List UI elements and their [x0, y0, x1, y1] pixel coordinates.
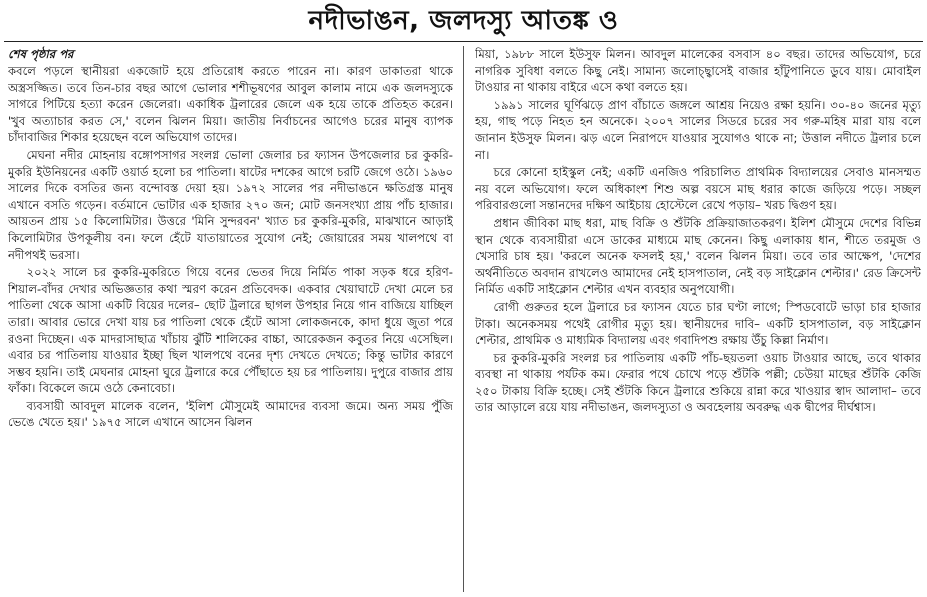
right-paragraph-1: মিয়া, ১৯৮৮ সালে ইউসুফ মিলন। আবদুল মালেকের বসবাস ৪০ বছর। তাদের অভিযোগ, চরে নাগরিক সুবিধা বলতে কিছু নেই। সামান্য জলোচ্ছ্বাসেই বাজার হাঁটুপানিতে ডুবে যায়। মোবাইল টাওয়ার না থাকায় বাইরে এসে কথা বলতে হয়। [475, 47, 921, 95]
article-headline: নদীভাঙন, জলদস্যু আতঙ্ক ও [308, 6, 619, 36]
right-column [475, 46, 921, 594]
headline-rule [4, 41, 923, 42]
right-paragraph-2: ১৯৯১ সালের ঘূর্ণিঝড়ে প্রাণ বাঁচাতে জঙ্গলে আশ্রয় নিয়েও রক্ষা হয়নি। ৩০-৪০ জনের মৃত্যু হয়, গাছ পড়ে নিহত হন অনেকে। ২০০৭ সালের সিডরে চরের সব গরু-মহিষ মারা যায় বলে জানান ইউসুফ মিলন। ঝড় এলে নিরাপদে যাওয়ার সুযোগও থাকে না; উত্তাল নদীতে ট্রলার চলে না। [475, 97, 921, 162]
left-column [8, 46, 453, 594]
column-divider [463, 46, 464, 592]
continued-from-label: শেষ পৃষ্ঠার পর [8, 47, 74, 61]
right-paragraph-5: রোগী গুরুতর হলে ট্রলারে চর ফ্যাসন যেতে চার ঘণ্টা লাগে; স্পিডবোটে ভাড়া চার হাজার টাকা। অনেকসময় পথেই রোগীর মৃত্যু হয়। স্থানীয়দের দাবি– একটি হাসপাতাল, বড় সাইক্লোন শেল্টার, প্রাথমিক ও মাধ্যমিক বিদ্যালয় এবং গবাদিপশু রক্ষায় উঁচু কিল্লা নির্মাণ। [475, 299, 921, 348]
right-paragraph-3: চরে কোনো হাইস্কুল নেই; একটি এনজিও পরিচালিত প্রাথমিক বিদ্যালয়ের সেবাও মানসম্মত নয় বলে অভিযোগ। ফলে অধিকাংশ শিশু অল্প বয়সে মাছ ধরার কাজে জড়িয়ে পড়ে। সচ্ছল পরিবারগুলো সন্তানদের দক্ষিণ আইচায় হোস্টেলে রেখে পড়ায়– খরচ দ্বিগুণ হয়। [475, 165, 921, 213]
left-paragraph-3: ২০২২ সালে চর কুকরি-মুকরিতে গিয়ে বনের ভেতর দিয়ে নির্মিত পাকা সড়ক ধরে হরিণ-শিয়াল-বাঁদর দেখার অভিজ্ঞতার কথা স্মরণ করেন প্রতিবেদক। একবার খেয়াঘাটে দেখা মেলে চর পাতিলা থেকে আসা একটি বিয়ের দলের– ছোট ট্রলারে ছাগল উপহার নিয়ে গান বাজিয়ে যাচ্ছিল তারা। আবার ভোরে দেখা যায় চর পাতিলা থেকে হেঁটে আসা লোকজনকে, কাদা ধুয়ে জুতা পরে রওনা দিচ্ছেন। এক মাদরাসাছাত্র খাঁচায় ঝুঁটি শালিকের বাচ্চা, আরেকজন কবুতর নিয়ে এসেছিল। এবার চর পাতিলায় যাওয়ার ইচ্ছা ছিল খালপথে বনের দৃশ্য দেখতে দেখতে; কিন্তু ভাটার কারণে সম্ভব হয়নি। তাই মেঘনার মোহনা ঘুরে ট্রলারে করে পৌঁছাতে হয় চর পাতিলায়। দুপুরে বাজার প্রায় ফাঁকা। বিকেলে জমে ওঠে কেনাবেচা। [8, 265, 453, 396]
right-paragraph-4: প্রধান জীবিকা মাছ ধরা, মাছ বিক্রি ও শুঁটকি প্রক্রিয়াজাতকরণ। ইলিশ মৌসুমে দেশের বিভিন্ন স্থান থেকে ব্যবসায়ীরা এসে ডাকের মাধ্যমে মাছ কেনেন। কিছু এলাকায় ধান, শীতে তরমুজ ও খেসারি চাষ হয়। 'করলে অনেক ফসলই হয়,' বলেন ঝিলন মিয়া। তবে তার আক্ষেপ, 'দেশের অর্থনীতিতে অবদান রাখলেও আমাদের নেই হাসপাতাল, নেই বড় সাইক্লোন শেল্টার।' রেড ক্রিসেন্ট নির্মিত একটি সাইক্লোন শেল্টার এখন ব্যবহার অনুপযোগী। [475, 215, 921, 297]
left-paragraph-4: ব্যবসায়ী আবদুল মালেক বলেন, 'ইলিশ মৌসুমেই আমাদের ব্যবসা জমে। অন্য সময় পুঁজি ভেঙে খেতে হয়।' ১৯৭৫ সালে এখানে আসেন ঝিলন [8, 398, 453, 430]
left-paragraph-1: কবলে পড়লে স্থানীয়রা একজোট হয়ে প্রতিরোধ করতে পারেন না। কারণ ডাকাতরা থাকে অস্ত্রসজ্জিত। তবে তিন-চার বছর আগে ভোলার শশীভূষণের আবুল কালাম নামে এক জলদস্যুকে সাগরে পিটিয়ে হত্যা করেন জেলেরা। একাধিক ট্রলারের জেলে এক হয়ে তাকে প্রতিহত করেন। 'খুব অত্যাচার করত সে,' বলেন ঝিলন মিয়া। জাতীয় নির্বাচনের আগেও চরের মানুষ ব্যাপক চাঁদাবাজির শিকার হয়েছেন বলে অভিযোগ তাদের। [8, 64, 453, 145]
left-paragraph-2: মেঘনা নদীর মোহনায় বঙ্গোপসাগর সংলগ্ন ভোলা জেলার চর ফ্যাসন উপজেলার চর কুকরি-মুকরি ইউনিয়নের একটি ওয়ার্ড হলো চর পাতিলা। ষাটের দশকের আগে চরটি জেগে ওঠে। ১৯৬০ সালের দিকে বসতির জন্য বন্দোবস্ত দেয়া হয়। ১৯৭২ সালের পর নদীভাঙনে ক্ষতিগ্রস্ত মানুষ এখানে বসতি গড়েন। বর্তমানে ভোটার এক হাজার ২৭০ জন; মোট জনসংখ্যা প্রায় পাঁচ হাজার। আয়তন প্রায় ১৫ কিলোমিটার। উত্তরে 'মিনি সুন্দরবন' খ্যাত চর কুকরি-মুকরি, মাঝখানে আড়াই কিলোমিটার উপকূলীয় বন। ফলে হেঁটে যাতায়াতের সুযোগ নেই; জোয়ারের সময় খালপথে বা নদীপথই ভরসা। [8, 147, 453, 262]
right-paragraph-6: চর কুকরি-মুকরি সংলগ্ন চর পাতিলায় একটি পাঁচ-ছয়তলা ওয়াচ টাওয়ার আছে, তবে থাকার ব্যবস্থা না থাকায় পর্যটক কম। ফেরার পথে চোখে পড়ে শুঁটকি পল্লী; চেউয়া মাছের শুঁটকি কেজি ২৫০ টাকায় বিক্রি হচ্ছে। সেই শুঁটকি কিনে ট্রলারে শুকিয়ে রান্না করে খাওয়ার স্বাদ আলাদা– তবে তার আড়ালে রয়ে যায় নদীভাঙন, জলদস্যুতা ও অবহেলায় অবরুদ্ধ এক দ্বীপের দীর্ঘশ্বাস। [475, 350, 921, 415]
